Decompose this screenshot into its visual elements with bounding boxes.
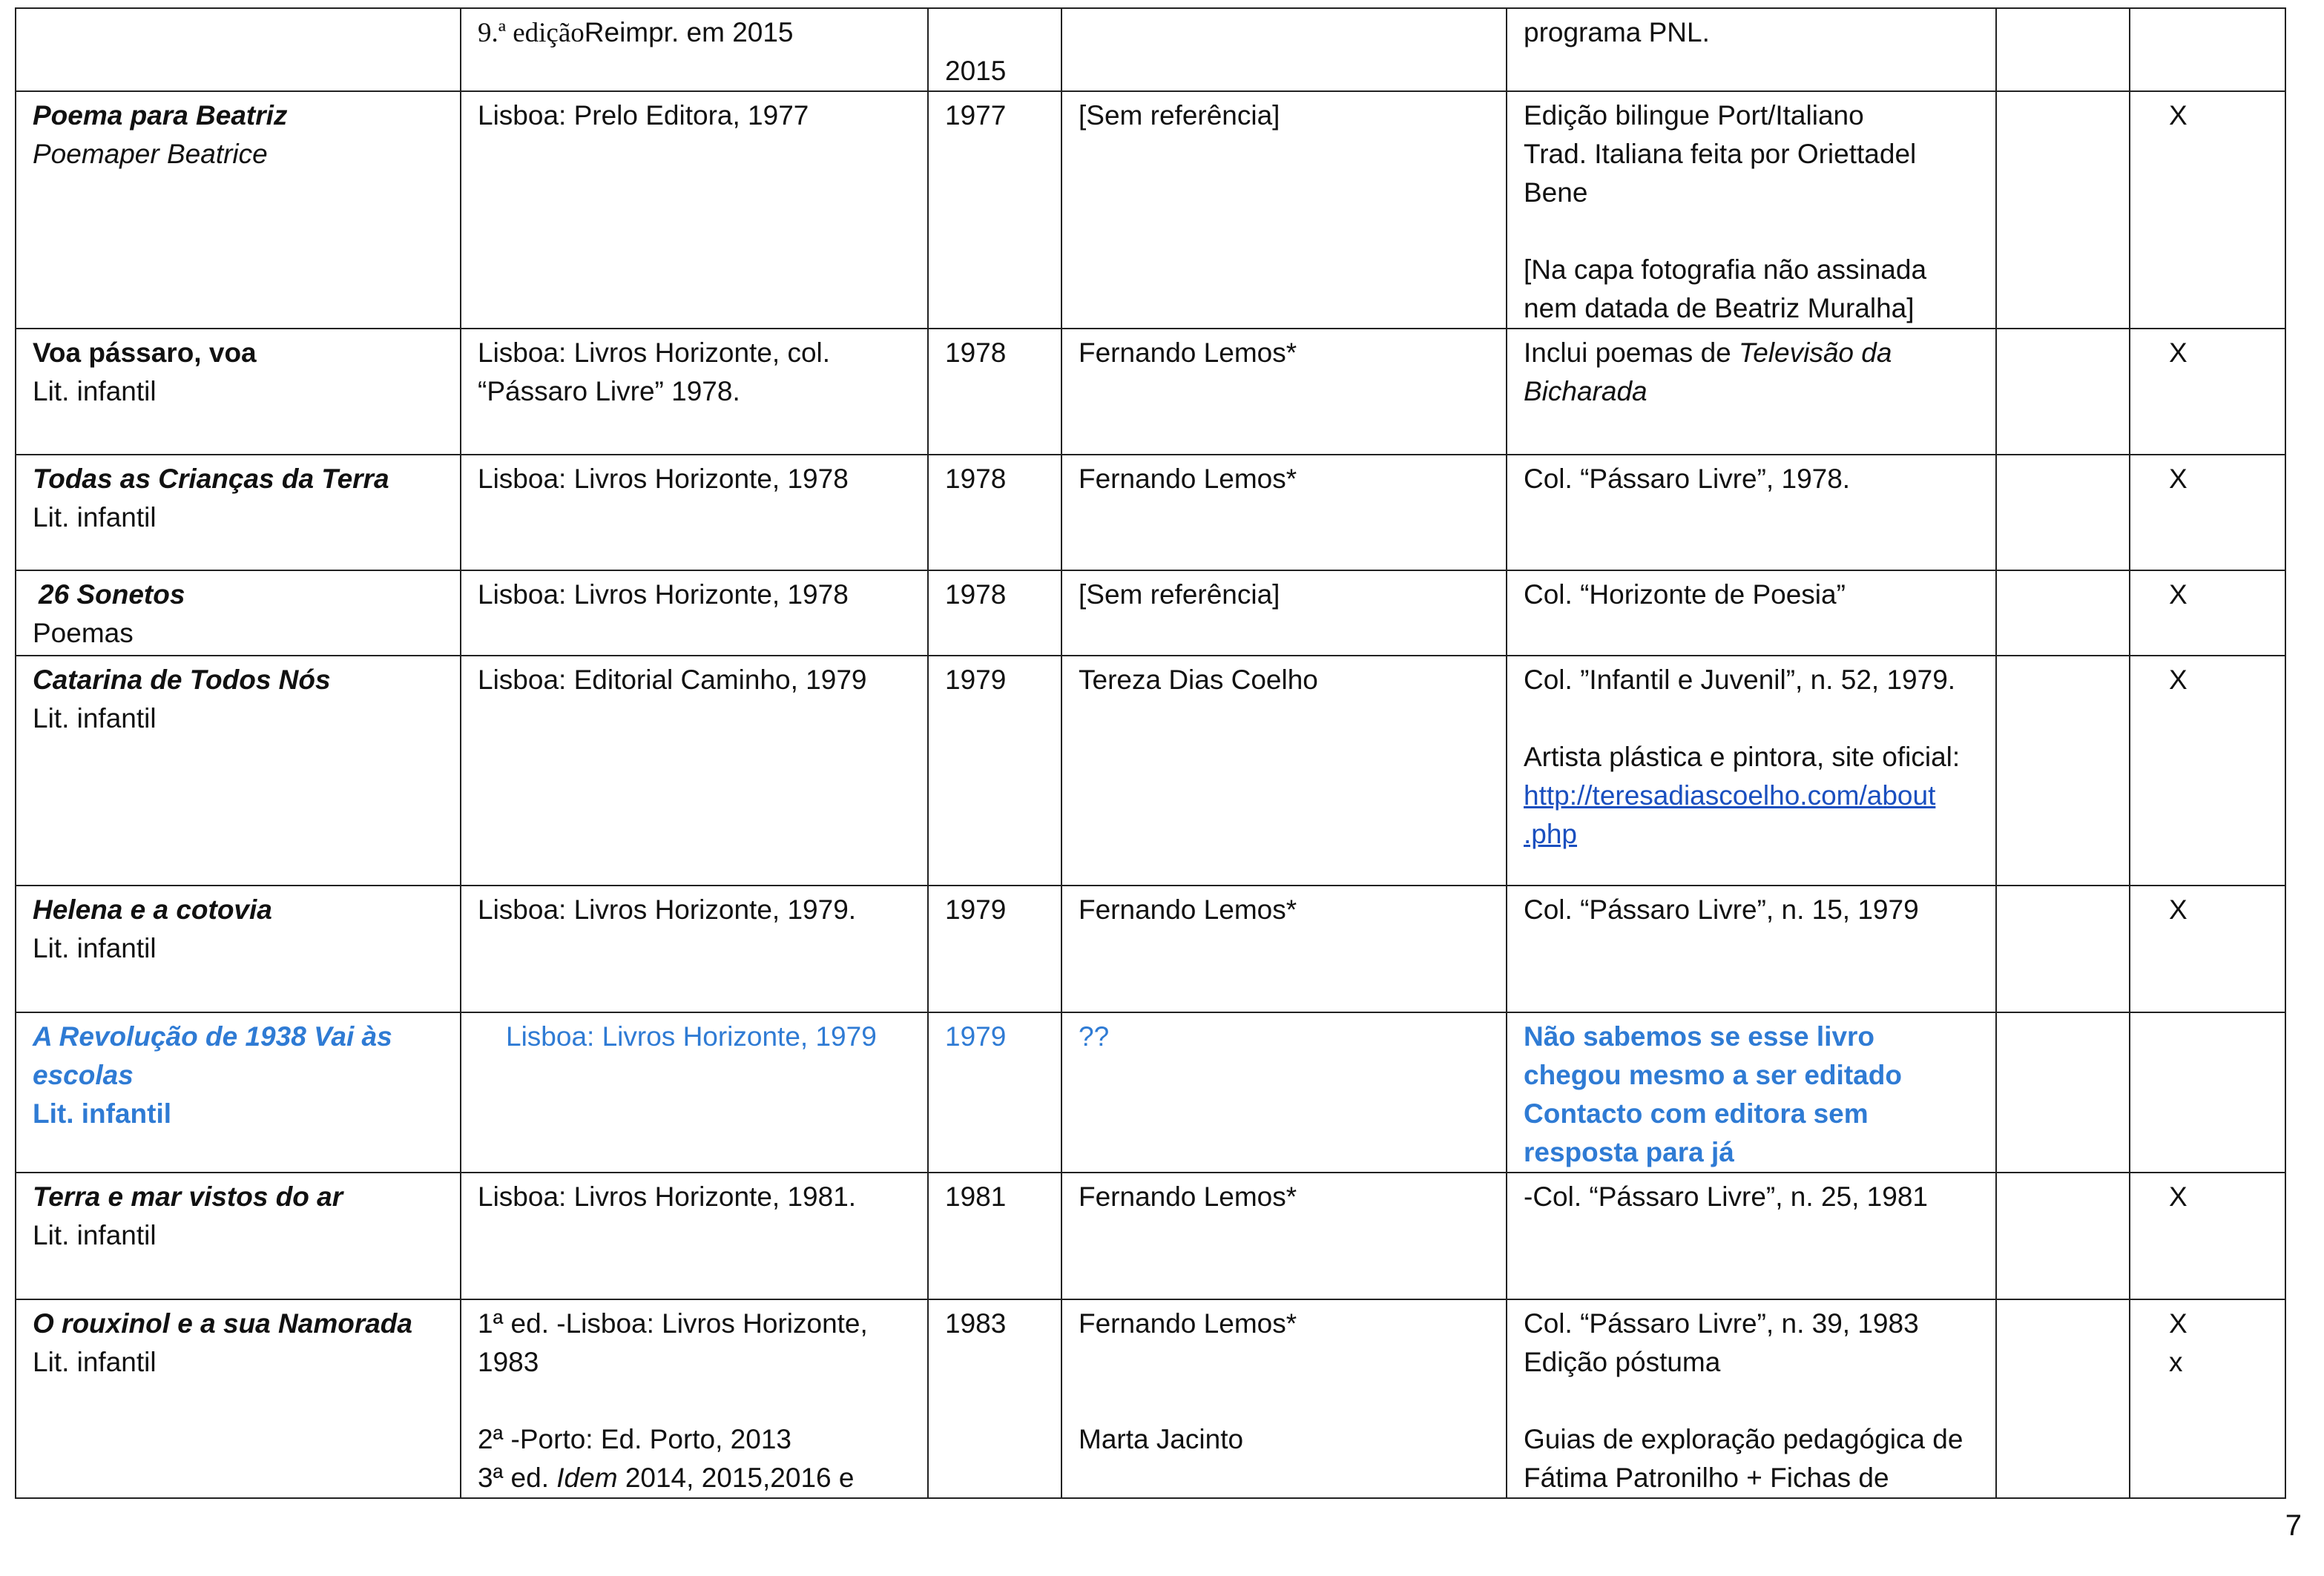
- book-genre: Lit. infantil: [33, 703, 157, 733]
- mark: X: [2169, 579, 2188, 610]
- illustrator: Fernando Lemos*: [1079, 1181, 1297, 1212]
- edition-cell: [461, 886, 928, 1012]
- edition-reprint: Reimpr. em 2015: [584, 17, 794, 47]
- note: programa PNL.: [1524, 17, 1710, 47]
- title-cell: [16, 91, 461, 329]
- year-cell: [928, 8, 1061, 91]
- mark-cell: [2130, 1012, 2285, 1173]
- year: 1977: [945, 100, 1007, 131]
- illustrator: Fernando Lemos*: [1079, 1308, 1297, 1339]
- year: 1979: [945, 1021, 1007, 1052]
- table-row: [16, 455, 2285, 570]
- book-genre: Poemas: [33, 618, 134, 648]
- mark-cell: [2130, 455, 2285, 570]
- table-row: [16, 8, 2285, 91]
- notes-cell: [1507, 1299, 1996, 1498]
- notes-cell: [1507, 329, 1996, 455]
- note: Edição póstuma: [1524, 1347, 1721, 1377]
- note: Artista plástica e pintora, site oficial:: [1524, 742, 1961, 772]
- year: 1983: [945, 1308, 1007, 1339]
- edition-cell: [461, 570, 928, 656]
- book-genre: Lit. infantil: [33, 1220, 157, 1250]
- empty-cell: [1996, 1299, 2130, 1498]
- notes-cell: [1507, 886, 1996, 1012]
- book-title: Helena e a cotovia: [33, 894, 272, 925]
- illustrator: Tereza Dias Coelho: [1079, 665, 1318, 695]
- notes-cell: [1507, 8, 1996, 91]
- year: 1979: [945, 665, 1007, 695]
- note: Inclui poemas de: [1524, 337, 1739, 368]
- notes-cell: [1507, 656, 1996, 886]
- mark-cell: [2130, 1173, 2285, 1299]
- mark-cell: [2130, 8, 2285, 91]
- illustrator-cell: [1061, 8, 1507, 91]
- notes-cell: [1507, 91, 1996, 329]
- illustrator: Marta Jacinto: [1079, 1424, 1244, 1454]
- book-title: A Revolução de 1938 Vai às escolas: [33, 1021, 392, 1090]
- table-row: [16, 886, 2285, 1012]
- note: Guias de exploração pedagógica de Fátima Patronilho + Fichas de: [1524, 1424, 1963, 1493]
- table-row: [16, 570, 2285, 656]
- title-cell: [16, 886, 461, 1012]
- empty-cell: [1996, 656, 2130, 886]
- note: Col. “Horizonte de Poesia”: [1524, 579, 1846, 610]
- illustrator: Fernando Lemos*: [1079, 464, 1297, 494]
- empty-cell: [1996, 570, 2130, 656]
- edition: Lisboa: Livros Horizonte, 1981.: [478, 1181, 857, 1212]
- book-title: Catarina de Todos Nós: [33, 665, 331, 695]
- edition: Lisboa: Prelo Editora, 1977: [478, 100, 809, 131]
- edition-cell: [461, 1012, 928, 1173]
- website-link[interactable]: http://teresadiascoelho.com/about: [1524, 780, 1936, 811]
- empty-cell: [1996, 91, 2130, 329]
- year-cell: [928, 570, 1061, 656]
- empty-cell: [1996, 455, 2130, 570]
- illustrator-cell: [1061, 1173, 1507, 1299]
- year: 2015: [945, 56, 1007, 86]
- book-title: Todas as Crianças da Terra: [33, 464, 389, 494]
- mark: X: [2169, 1181, 2188, 1212]
- table-row: [16, 656, 2285, 886]
- edition: Lisboa: Livros Horizonte, col. “Pássaro Livre” 1978.: [478, 337, 831, 406]
- note: Col. “Pássaro Livre”, n. 39, 1983: [1524, 1308, 1919, 1339]
- book-genre: Lit. infantil: [33, 933, 157, 963]
- illustrator-cell: [1061, 570, 1507, 656]
- book-genre: Lit. infantil: [33, 376, 157, 406]
- edition: Lisboa: Livros Horizonte, 1978: [478, 464, 849, 494]
- title-cell: [16, 329, 461, 455]
- table-row: [16, 329, 2285, 455]
- title-cell: [16, 656, 461, 886]
- illustrator-cell: [1061, 455, 1507, 570]
- edition-cell: [461, 656, 928, 886]
- notes-cell: [1507, 455, 1996, 570]
- mark-cell: [2130, 656, 2285, 886]
- empty-cell: [1996, 1012, 2130, 1173]
- edition-cell: [461, 8, 928, 91]
- edition-italic: Idem: [556, 1463, 618, 1493]
- book-title: Voa pássaro, voa: [33, 337, 257, 368]
- notes-cell: [1507, 1173, 1996, 1299]
- mark-cell: [2130, 91, 2285, 329]
- year-cell: [928, 1299, 1061, 1498]
- illustrator-cell: [1061, 1012, 1507, 1173]
- title-cell: [16, 570, 461, 656]
- title-cell: [16, 8, 461, 91]
- edition-part: 3ª ed.: [478, 1463, 557, 1493]
- year: 1978: [945, 464, 1007, 494]
- mark: X: [2169, 1308, 2188, 1339]
- illustrator: Fernando Lemos*: [1079, 337, 1297, 368]
- edition-cell: [461, 329, 928, 455]
- year-cell: [928, 91, 1061, 329]
- year-cell: [928, 656, 1061, 886]
- edition: 2ª -Porto: Ed. Porto, 2013: [478, 1424, 791, 1454]
- mark-cell: [2130, 1299, 2285, 1498]
- book-title: Terra e mar vistos do ar: [33, 1181, 343, 1212]
- mark: X: [2169, 464, 2188, 494]
- notes-cell: [1507, 570, 1996, 656]
- edition: Lisboa: Livros Horizonte, 1978: [478, 579, 849, 610]
- note: Trad. Italiana feita por Oriettadel Bene: [1524, 139, 1917, 208]
- edition: Lisboa: Editorial Caminho, 1979: [478, 665, 867, 695]
- note: -Col. “Pássaro Livre”, n. 25, 1981: [1524, 1181, 1928, 1212]
- book-title: 26 Sonetos: [39, 579, 185, 610]
- edition-cell: [461, 91, 928, 329]
- illustrator: ??: [1079, 1021, 1110, 1052]
- table-row: [16, 91, 2285, 329]
- edition-cell: [461, 1173, 928, 1299]
- note: Não sabemos se esse livro chegou mesmo a ser editado: [1524, 1021, 1902, 1090]
- mark-cell: [2130, 329, 2285, 455]
- note: Edição bilingue Port/Italiano: [1524, 100, 1864, 131]
- website-link-continued[interactable]: .php: [1524, 819, 1578, 849]
- empty-cell: [1996, 8, 2130, 91]
- note: Col. “Pássaro Livre”, 1978.: [1524, 464, 1851, 494]
- edition-number: 9.ª edição: [478, 18, 585, 48]
- mark: x: [2169, 1347, 2183, 1377]
- table-row: [16, 1299, 2285, 1498]
- edition-part: 2014, 2015,2016 e: [617, 1463, 855, 1493]
- edition-cell: [461, 1299, 928, 1498]
- book-genre: Lit. infantil: [33, 1098, 172, 1129]
- illustrator-cell: [1061, 1299, 1507, 1498]
- year-cell: [928, 1012, 1061, 1173]
- mark: X: [2169, 665, 2188, 695]
- illustrator: [Sem referência]: [1079, 100, 1280, 131]
- title-cell: [16, 1299, 461, 1498]
- year: 1978: [945, 579, 1007, 610]
- book-genre: Lit. infantil: [33, 502, 157, 533]
- year: 1979: [945, 894, 1007, 925]
- year: 1978: [945, 337, 1007, 368]
- year-cell: [928, 455, 1061, 570]
- mark-cell: [2130, 570, 2285, 656]
- mark: X: [2169, 894, 2188, 925]
- book-title: O rouxinol e a sua Namorada: [33, 1308, 412, 1339]
- edition: Lisboa: Livros Horizonte, 1979: [506, 1021, 877, 1052]
- note: Col. ”Infantil e Juvenil”, n. 52, 1979.: [1524, 665, 1956, 695]
- empty-cell: [1996, 1173, 2130, 1299]
- mark-cell: [2130, 886, 2285, 1012]
- illustrator-cell: [1061, 329, 1507, 455]
- illustrator: Fernando Lemos*: [1079, 894, 1297, 925]
- bibliography-table: [15, 7, 2286, 1499]
- table-row-highlighted: [16, 1012, 2285, 1173]
- note: Contacto com editora sem resposta para já: [1524, 1098, 1869, 1167]
- year-cell: [928, 329, 1061, 455]
- note: Col. “Pássaro Livre”, n. 15, 1979: [1524, 894, 1919, 925]
- illustrator: [Sem referência]: [1079, 579, 1280, 610]
- notes-cell: [1507, 1012, 1996, 1173]
- year: 1981: [945, 1181, 1007, 1212]
- edition: Lisboa: Livros Horizonte, 1979.: [478, 894, 857, 925]
- book-genre: Lit. infantil: [33, 1347, 157, 1377]
- illustrator-cell: [1061, 91, 1507, 329]
- illustrator-cell: [1061, 656, 1507, 886]
- book-title: Poema para Beatriz: [33, 100, 288, 131]
- note-italic: Televisão da Bicharada: [1524, 337, 1892, 406]
- note: [Na capa fotografia não assinada nem datada de Beatriz Muralha]: [1524, 254, 1927, 323]
- empty-cell: [1996, 329, 2130, 455]
- mark: X: [2169, 100, 2188, 131]
- table-row: [16, 1173, 2285, 1299]
- edition: 1ª ed. -Lisboa: Livros Horizonte, 1983: [478, 1308, 868, 1377]
- year-cell: [928, 886, 1061, 1012]
- empty-cell: [1996, 886, 2130, 1012]
- mark: X: [2169, 337, 2188, 368]
- year-cell: [928, 1173, 1061, 1299]
- title-cell: [16, 1173, 461, 1299]
- edition-line: [478, 1459, 911, 1497]
- illustrator-cell: [1061, 886, 1507, 1012]
- book-subtitle: Poemaper Beatrice: [33, 139, 268, 169]
- title-cell: [16, 1012, 461, 1173]
- page-number: 7: [2285, 1509, 2302, 1542]
- edition-cell: [461, 455, 928, 570]
- title-cell: [16, 455, 461, 570]
